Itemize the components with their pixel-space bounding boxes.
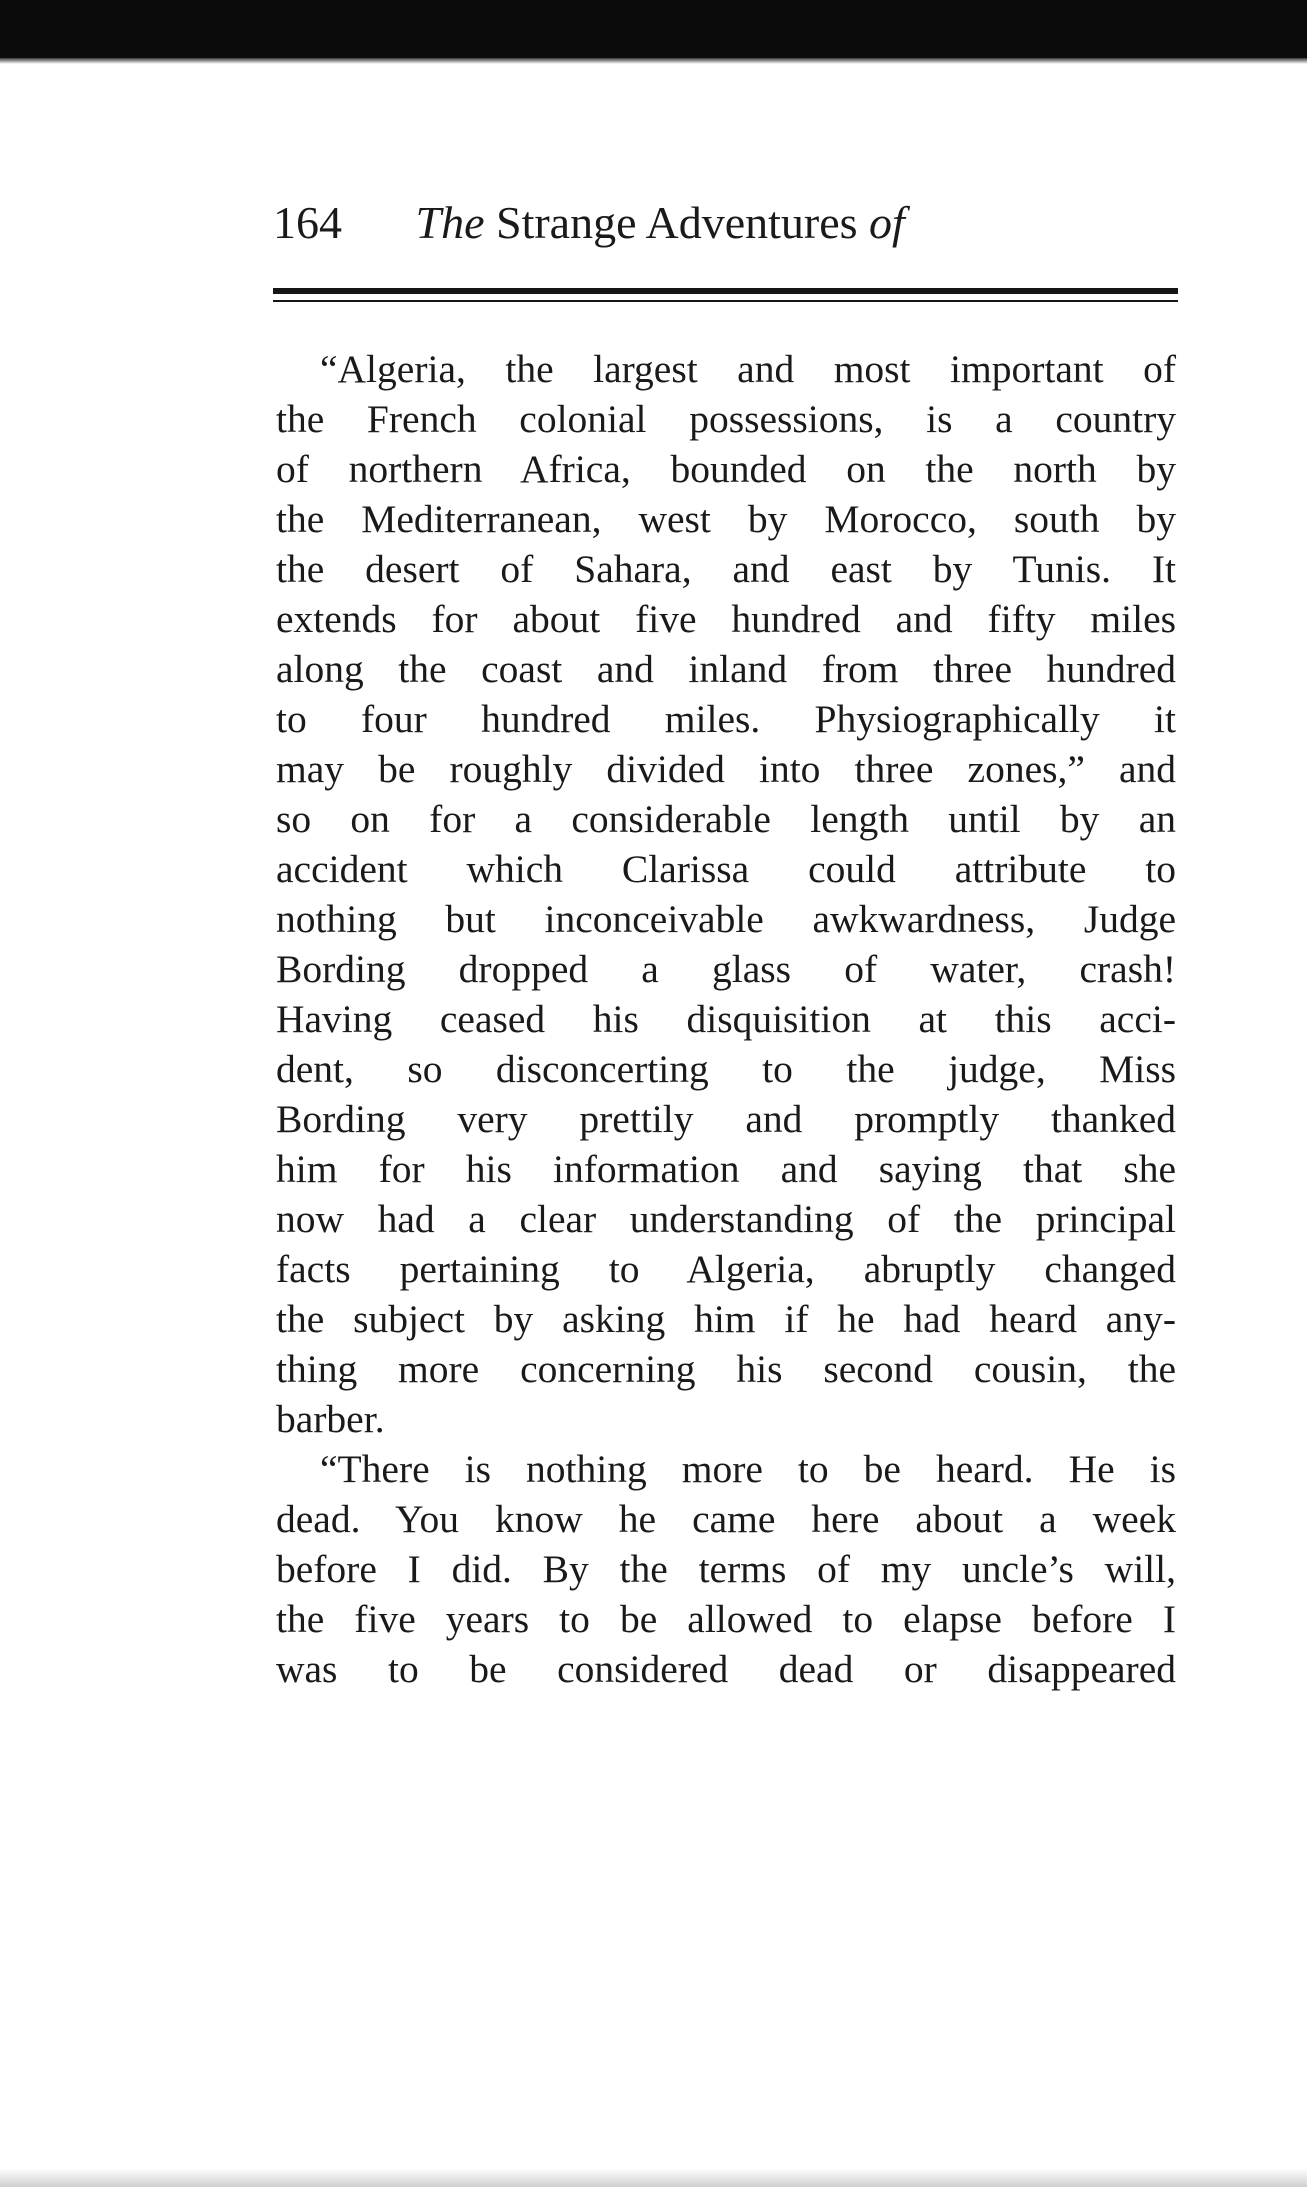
running-header xyxy=(273,188,1178,258)
header-rule-thin xyxy=(273,300,1178,302)
text-line: to four hundred miles. Physiographically it xyxy=(276,697,1176,741)
header-title-middle: Strange Adventures xyxy=(496,197,858,248)
header-title-the: The xyxy=(415,197,485,248)
text-line: accident which Clarissa could attribute to xyxy=(276,847,1176,891)
body-text xyxy=(276,344,1176,1694)
scan-top-border xyxy=(0,0,1307,58)
text-line: Bording dropped a glass of water, crash! xyxy=(276,947,1176,991)
text-line: barber. xyxy=(276,1397,385,1441)
text-line: may be roughly divided into three zones,” and xyxy=(276,747,1176,791)
text-line: so on for a considerable length until by an xyxy=(276,797,1176,841)
text-line: “Algeria, the largest and most important of xyxy=(320,347,1176,391)
text-line: was to be considered dead or disappeared xyxy=(276,1647,1176,1691)
text-line: nothing but inconceivable awkwardness, Judge xyxy=(276,897,1176,941)
text-line: the French colonial possessions, is a country xyxy=(276,397,1176,441)
text-line: the desert of Sahara, and east by Tunis. It xyxy=(276,547,1176,591)
text-line: the subject by asking him if he had heard any- xyxy=(276,1297,1176,1341)
text-line: before I did. By the terms of my uncle’s will, xyxy=(276,1547,1176,1591)
text-line: Having ceased his disquisition at this acci- xyxy=(276,997,1176,1041)
text-line: “There is nothing more to be heard. He is xyxy=(320,1447,1176,1491)
text-line: of northern Africa, bounded on the north by xyxy=(276,447,1176,491)
text-line: facts pertaining to Algeria, abruptly changed xyxy=(276,1247,1176,1291)
text-line: thing more concerning his second cousin, the xyxy=(276,1347,1176,1391)
text-line: the five years to be allowed to elapse before I xyxy=(276,1597,1176,1641)
text-line: Bording very prettily and promptly thanked xyxy=(276,1097,1176,1141)
text-line: extends for about five hundred and fifty miles xyxy=(276,597,1176,641)
text-line: along the coast and inland from three hundred xyxy=(276,647,1176,691)
text-line: the Mediterranean, west by Morocco, south by xyxy=(276,497,1176,541)
scan-bottom-edge xyxy=(0,2168,1307,2187)
text-line: him for his information and saying that she xyxy=(276,1147,1176,1191)
header-title-of: of xyxy=(869,197,905,248)
header-rule-thick xyxy=(273,288,1178,294)
text-line: dent, so disconcerting to the judge, Miss xyxy=(276,1047,1176,1091)
text-line: dead. You know he came here about a week xyxy=(276,1497,1176,1541)
scan-top-shadow xyxy=(0,58,1307,64)
page-number: 164 xyxy=(273,197,342,248)
text-line: now had a clear understanding of the principal xyxy=(276,1197,1176,1241)
